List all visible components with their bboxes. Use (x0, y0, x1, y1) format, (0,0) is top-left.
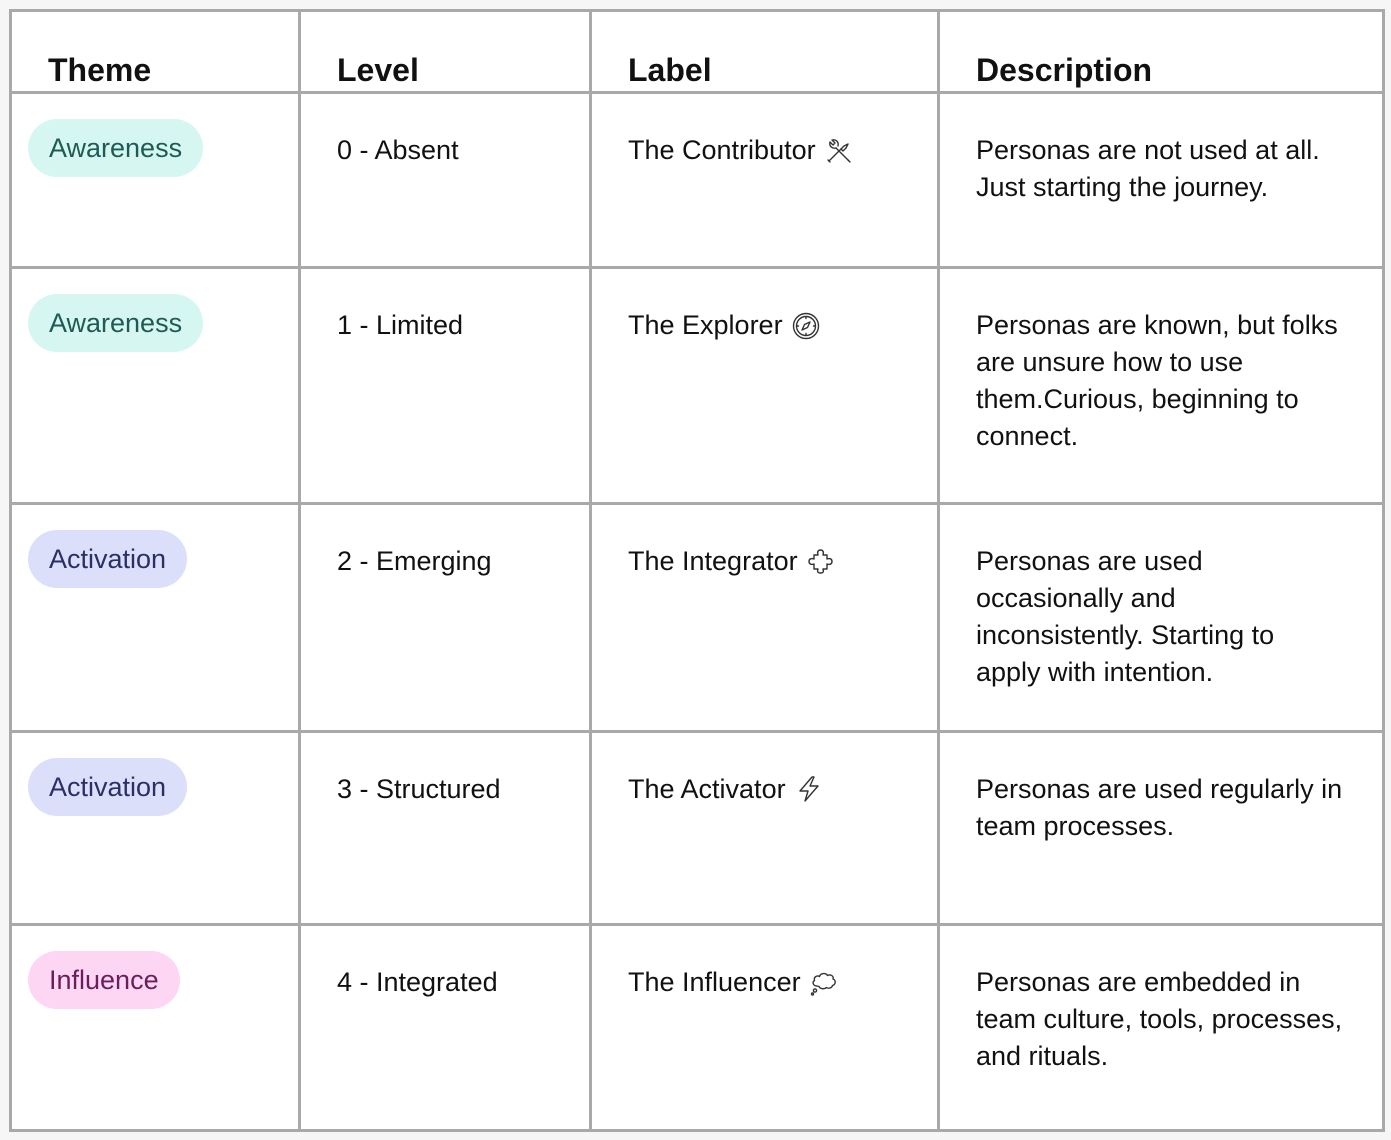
label-cell (591, 731, 939, 924)
theme-pill-influence: Influence (28, 951, 180, 1009)
label-cell (591, 93, 939, 268)
theme-cell (11, 731, 300, 924)
header-description: Description (939, 11, 1384, 93)
label-cell (591, 268, 939, 504)
description-cell: Personas are used occasionally and inconsistently. Starting to apply with intention. (939, 503, 1384, 731)
maturity-table (9, 9, 1385, 1132)
description-cell: Personas are used regularly in team processes. (939, 731, 1384, 924)
tools-icon (824, 136, 854, 166)
level-cell: 3 - Structured (300, 731, 591, 924)
level-cell: 4 - Integrated (300, 924, 591, 1130)
table-row (11, 924, 1384, 1130)
theme-cell (11, 268, 300, 504)
maturity-table-container (9, 9, 1382, 1132)
puzzle-icon (806, 546, 836, 576)
label-cell (591, 503, 939, 731)
description-cell: Personas are embedded in team culture, tools, processes, and rituals. (939, 924, 1384, 1130)
theme-pill-activation: Activation (28, 530, 187, 588)
theme-cell (11, 924, 300, 1130)
label-text: The Integrator (628, 545, 798, 576)
label-cell (591, 924, 939, 1130)
thought-bubble-icon (809, 967, 839, 997)
table-row (11, 731, 1384, 924)
theme-cell (11, 93, 300, 268)
level-cell: 0 - Absent (300, 93, 591, 268)
table-row (11, 268, 1384, 504)
label-text: The Influencer (628, 966, 801, 997)
theme-pill-awareness: Awareness (28, 294, 203, 352)
compass-icon (791, 311, 821, 341)
label-text: The Activator (628, 773, 786, 804)
table-row (11, 93, 1384, 268)
header-level: Level (300, 11, 591, 93)
level-cell: 2 - Emerging (300, 503, 591, 731)
level-cell: 1 - Limited (300, 268, 591, 504)
header-theme: Theme (11, 11, 300, 93)
description-cell: Personas are known, but folks are unsure how to use them.Curious, beginning to connect. (939, 268, 1384, 504)
table-row (11, 503, 1384, 731)
theme-cell (11, 503, 300, 731)
header-row (11, 11, 1384, 93)
label-text: The Explorer (628, 310, 783, 341)
label-text: The Contributor (628, 135, 816, 165)
header-label: Label (591, 11, 939, 93)
description-cell: Personas are not used at all. Just starting the journey. (939, 93, 1384, 268)
theme-pill-awareness: Awareness (28, 119, 203, 177)
lightning-icon (794, 774, 824, 804)
theme-pill-activation: Activation (28, 758, 187, 816)
